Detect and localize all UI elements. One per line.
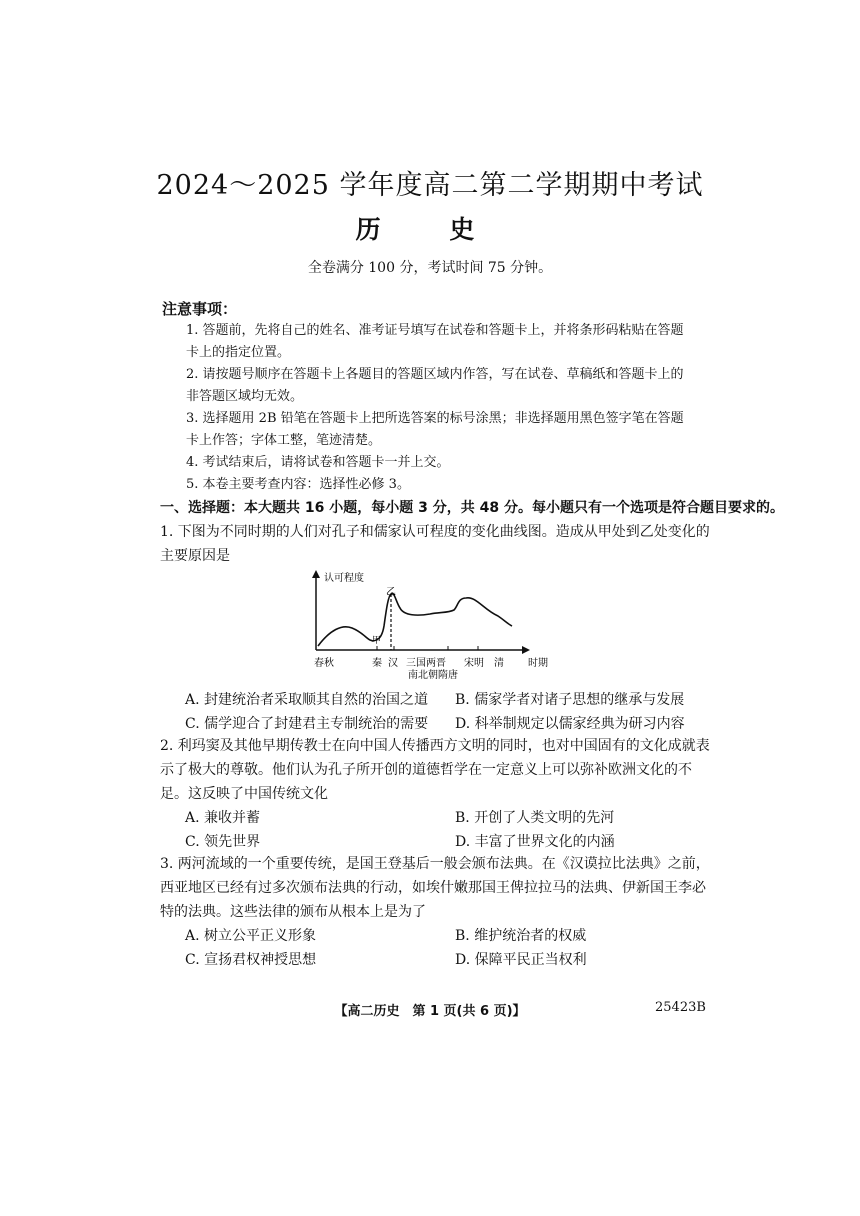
notice-list bbox=[186, 320, 686, 496]
option-d[interactable]: D. 丰富了世界文化的内涵 bbox=[455, 834, 615, 850]
option-c[interactable]: C. 宣扬君权神授思想 bbox=[185, 952, 317, 968]
notice-item: 2. 请按题号顺序在答题卡上各题目的答题区域内作答，写在试卷、草稿纸和答题卡上的非答题区域均无效。 bbox=[186, 367, 684, 404]
x-axis-arrow bbox=[522, 646, 530, 654]
recognition-curve bbox=[318, 593, 512, 646]
tick-sublabel: 南北朝隋唐 bbox=[408, 670, 458, 680]
option-d[interactable]: D. 科举制规定以儒家经典为研习内容 bbox=[455, 716, 685, 732]
recognition-curve-chart bbox=[298, 568, 558, 680]
x-axis-label: 时期 bbox=[528, 658, 548, 669]
tick-label: 宋明 bbox=[464, 658, 484, 669]
tick-label: 汉 bbox=[388, 658, 398, 669]
notice-item: 5. 本卷主要考查内容：选择性必修 3。 bbox=[186, 477, 410, 492]
question-stem: 2. 利玛窦及其他早期传教士在向中国人传播西方文明的同时，也对中国固有的文化成就表示了极大的尊敬。他们认为孔子所开创的道德哲学在一定意义上可以弥补欧洲文化的不足。这反映了中国传统文化 bbox=[160, 738, 710, 802]
marker-jia: 甲 bbox=[372, 636, 382, 646]
option-a[interactable]: A. 封建统治者采取顺其自然的治国之道 bbox=[185, 692, 429, 708]
question-3 bbox=[160, 852, 712, 972]
question-1 bbox=[160, 520, 712, 568]
tick-label: 三国两晋 bbox=[406, 658, 446, 669]
option-a[interactable]: A. 树立公平正义形象 bbox=[185, 928, 317, 944]
exam-title: 2024～2025 学年度高二第二学期期中考试 bbox=[156, 170, 704, 201]
section-heading: 一、选择题：本大题共 16 小题，每小题 3 分，共 48 分。每小题只有一个选项是符合题目要求的。 bbox=[160, 500, 784, 516]
option-b[interactable]: B. 开创了人类文明的先河 bbox=[455, 810, 615, 826]
option-a[interactable]: A. 兼收并蓄 bbox=[185, 810, 261, 826]
question-stem: 1. 下图为不同时期的人们对孔子和儒家认可程度的变化曲线图。造成从甲处到乙处变化的主要原因是 bbox=[160, 524, 710, 564]
paper-code: 25423B bbox=[655, 1000, 706, 1015]
tick-label: 秦 bbox=[372, 658, 382, 669]
notice-item: 1. 答题前，先将自己的姓名、准考证号填写在试卷和答题卡上，并将条形码粘贴在答题卡上的指定位置。 bbox=[186, 323, 684, 360]
question-stem: 3. 两河流域的一个重要传统，是国王登基后一般会颁布法典。在《汉谟拉比法典》之前，西亚地区已经有过多次颁布法典的行动，如埃什嫩那国王俾拉拉马的法典、伊新国王李必特的法典。这些法律的颁布从根本上是为了 bbox=[160, 856, 710, 920]
notice-item: 4. 考试结束后，请将试卷和答题卡一并上交。 bbox=[186, 455, 450, 470]
option-b[interactable]: B. 儒家学者对诸子思想的继承与发展 bbox=[455, 692, 685, 708]
exam-info: 全卷满分 100 分，考试时间 75 分钟。 bbox=[307, 260, 553, 276]
question-1-options bbox=[160, 688, 712, 736]
option-c[interactable]: C. 领先世界 bbox=[185, 834, 261, 850]
option-c[interactable]: C. 儒学迎合了封建君主专制统治的需要 bbox=[185, 716, 429, 732]
y-axis-arrow bbox=[312, 570, 320, 578]
y-axis-label: 认可程度 bbox=[324, 573, 364, 584]
notice-heading: 注意事项： bbox=[162, 300, 238, 318]
subject-title: 历 史 bbox=[355, 215, 505, 244]
marker-yi: 乙 bbox=[386, 587, 396, 598]
tick-label: 春秋 bbox=[314, 658, 334, 669]
page-footer: 【高二历史 第 1 页(共 6 页)】 bbox=[334, 1004, 526, 1019]
option-b[interactable]: B. 维护统治者的权威 bbox=[455, 928, 587, 944]
tick-label: 清 bbox=[494, 658, 504, 669]
option-d[interactable]: D. 保障平民正当权利 bbox=[455, 952, 587, 968]
question-2 bbox=[160, 734, 712, 854]
notice-item: 3. 选择题用 2B 铅笔在答题卡上把所选答案的标号涂黑；非选择题用黑色签字笔在答题卡上作答；字体工整，笔迹清楚。 bbox=[186, 411, 684, 448]
